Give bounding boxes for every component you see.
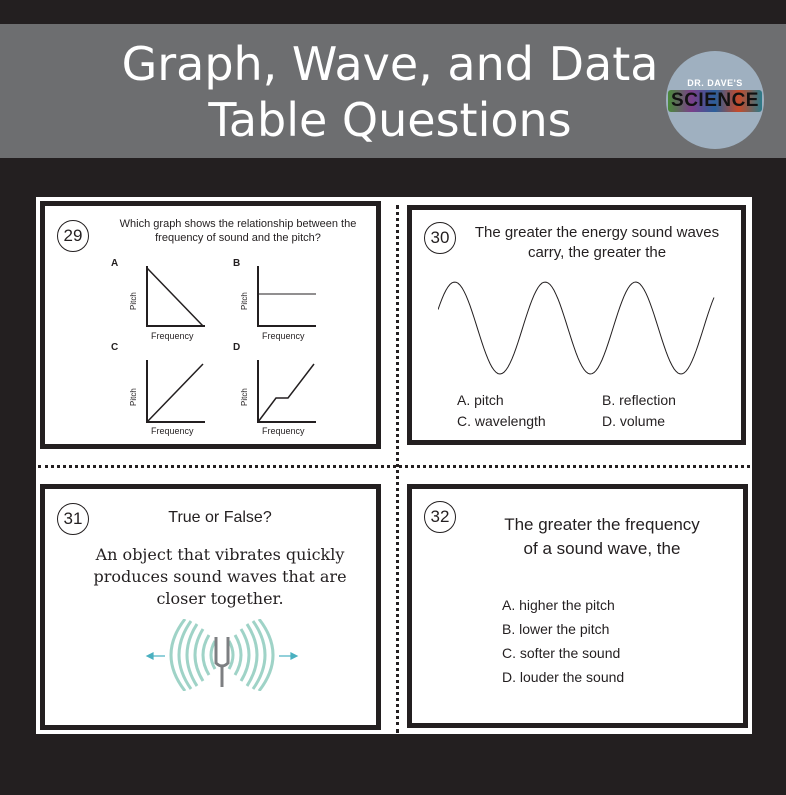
question-text-line1: Which graph shows the relationship between the <box>119 218 357 230</box>
graph-d-x-label: Frequency <box>262 426 305 436</box>
card-29 <box>40 201 381 449</box>
question-number: 31 <box>57 503 89 535</box>
graph-b-y-label: Pitch <box>240 292 249 310</box>
card-31 <box>40 484 381 730</box>
sound-wave-line <box>438 282 714 374</box>
graph-a-axes <box>147 266 205 326</box>
logo-main-text: SCIENCE <box>668 90 762 112</box>
statement-line3: closer together. <box>156 589 284 608</box>
graph-a-y-label: Pitch <box>129 292 138 310</box>
graph-b-x-label: Frequency <box>262 331 305 341</box>
graph-d-axes <box>258 360 316 422</box>
card-30 <box>407 205 746 445</box>
option-a: A. pitch <box>457 392 504 408</box>
question-text-line2: of a sound wave, the <box>523 539 681 558</box>
sound-wave <box>438 272 718 384</box>
graph-d <box>254 358 318 424</box>
option-d: D. volume <box>602 413 666 429</box>
graph-c <box>143 358 207 424</box>
tuning-fork-icon <box>216 637 228 687</box>
option-d: D. louder the sound <box>502 669 625 685</box>
graph-c-line <box>147 364 203 422</box>
graph-a <box>143 264 207 328</box>
left-arrow-icon <box>147 653 153 659</box>
true-false-heading: True or False? <box>168 509 272 526</box>
sound-waves-right <box>229 619 273 691</box>
graph-label-d: D <box>233 342 241 353</box>
horizontal-cut-line <box>38 465 750 468</box>
graph-c-y-label: Pitch <box>129 388 138 406</box>
question-number: 30 <box>424 222 456 254</box>
dr-daves-science-logo <box>666 51 764 149</box>
banner-title-line2: Table Questions <box>208 93 572 147</box>
sound-waves-left <box>171 619 215 691</box>
statement-line2: produces sound waves that are <box>93 567 347 586</box>
question-text-line2: frequency of sound and the pitch? <box>155 232 321 244</box>
question-text-line1: The greater the frequency <box>504 515 700 534</box>
option-b: B. reflection <box>602 392 676 408</box>
graph-d-y-label: Pitch <box>240 388 249 406</box>
vertical-cut-line <box>396 205 399 733</box>
banner-title-line1: Graph, Wave, and Data <box>121 37 659 91</box>
graph-label-a: A <box>111 258 119 269</box>
graph-d-line <box>258 364 314 422</box>
question-number: 29 <box>57 220 89 252</box>
card-32 <box>407 484 748 728</box>
graph-label-c: C <box>111 342 119 353</box>
graph-c-x-label: Frequency <box>151 426 194 436</box>
option-b: B. lower the pitch <box>502 621 610 637</box>
option-c: C. softer the sound <box>502 645 621 661</box>
option-c: C. wavelength <box>457 413 546 429</box>
statement-line1: An object that vibrates quickly <box>95 545 345 564</box>
graph-a-x-label: Frequency <box>151 331 194 341</box>
tuning-fork-illustration <box>137 619 307 691</box>
question-text-line2: carry, the greater the <box>527 244 667 261</box>
logo-top-text: DR. DAVE'S <box>687 78 743 88</box>
question-number: 32 <box>424 501 456 533</box>
graph-b <box>254 264 318 328</box>
graph-a-line <box>147 268 203 326</box>
option-a: A. higher the pitch <box>502 597 615 613</box>
graph-label-b: B <box>233 258 241 269</box>
right-arrow-icon <box>291 653 297 659</box>
question-text-line1: The greater the energy sound waves <box>474 224 720 241</box>
graph-b-axes <box>258 266 316 326</box>
